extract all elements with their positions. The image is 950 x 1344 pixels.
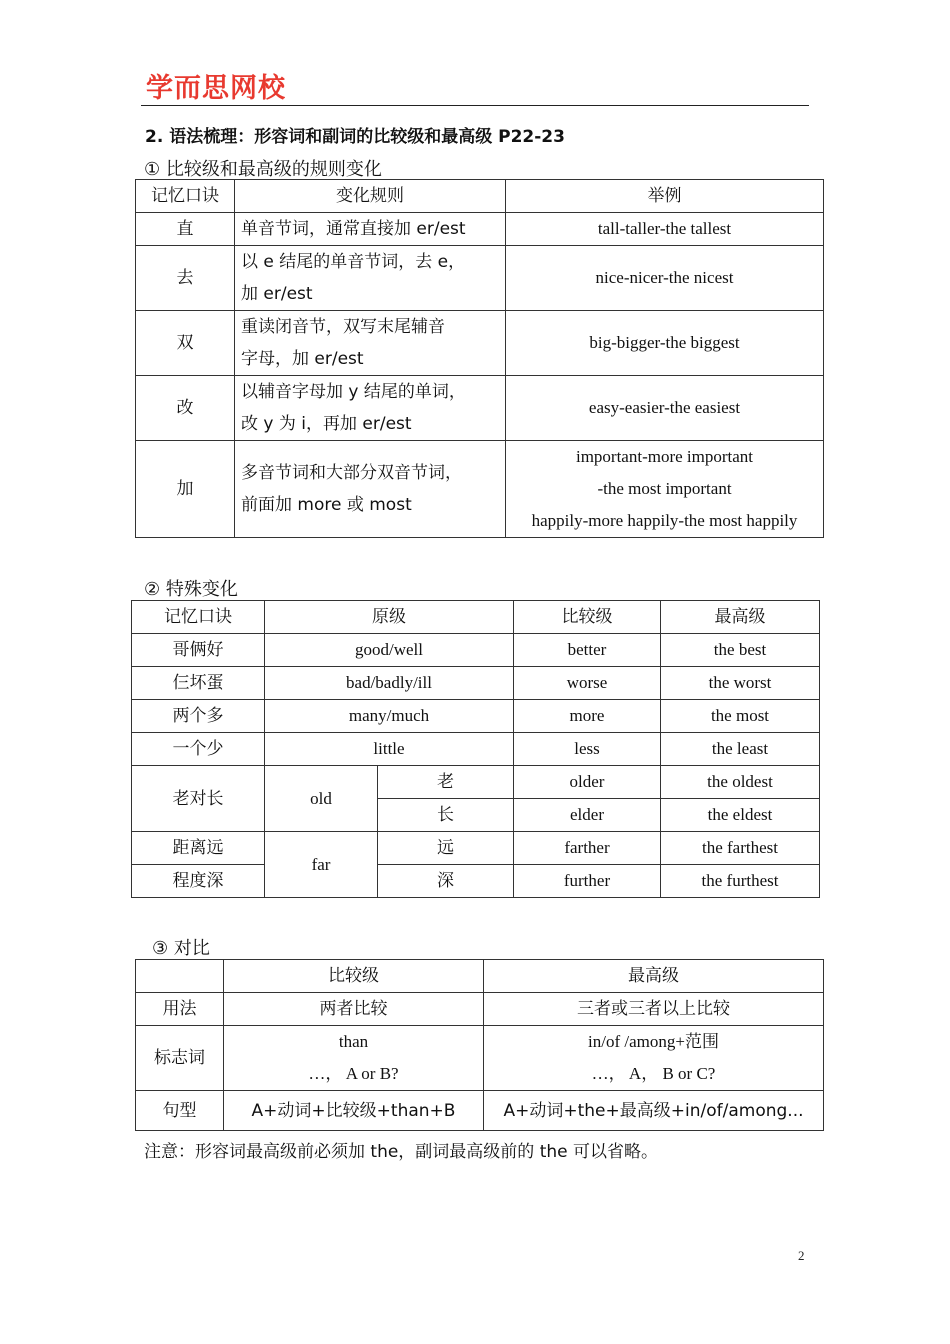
table-row <box>132 832 820 865</box>
comparative-cell: further <box>514 865 661 898</box>
example-cell: tall-taller-the tallest <box>506 213 824 246</box>
comparative-cell: 两者比较 <box>224 993 484 1026</box>
section-title: 2. 语法梳理：形容词和副词的比较级和最高级 P22-23 <box>145 127 565 147</box>
base-form-cell: good/well <box>265 634 514 667</box>
marker-text: …， A， B or C? <box>591 1064 716 1083</box>
header-cell: 变化规则 <box>235 180 506 213</box>
header-rule <box>141 105 809 106</box>
rule-text: 加 er/est <box>241 284 313 304</box>
header-cell: 比较级 <box>514 601 661 634</box>
marker-text: than <box>338 1032 369 1051</box>
rule-text: 改 y 为 i，再加 er/est <box>241 414 412 434</box>
base-form-cell: many/much <box>265 700 514 733</box>
example-cell: easy-easier-the easiest <box>506 376 824 441</box>
superlative-cell <box>484 1026 824 1091</box>
table-row <box>136 993 824 1026</box>
table-row <box>136 441 824 538</box>
header-cell: 原级 <box>265 601 514 634</box>
meaning-cell: 远 <box>378 832 514 865</box>
superlative-cell: the furthest <box>661 865 820 898</box>
regular-rules-table <box>135 179 824 538</box>
rule-text: 字母，加 er/est <box>241 349 364 369</box>
example-text: happily-more happily-the most happily <box>531 511 798 530</box>
comparative-cell: older <box>514 766 661 799</box>
mnemonic-cell: 哥俩好 <box>132 634 265 667</box>
header-cell: 记忆口诀 <box>136 180 235 213</box>
brand-logo: 学而思网校 <box>146 73 286 104</box>
comparison-table <box>135 959 824 1131</box>
table-row <box>136 213 824 246</box>
note-text: 注意：形容词最高级前必须加 the，副词最高级前的 the 可以省略。 <box>144 1142 659 1162</box>
mnemonic-cell: 加 <box>136 441 235 538</box>
comparative-cell: farther <box>514 832 661 865</box>
example-cell: big-bigger-the biggest <box>506 311 824 376</box>
superlative-cell: the worst <box>661 667 820 700</box>
irregular-forms-table <box>131 600 820 898</box>
marker-text: in/of /among+范围 <box>588 1032 719 1051</box>
meaning-cell: 老 <box>378 766 514 799</box>
marker-text: …， A or B? <box>308 1064 399 1083</box>
section1-heading: ① 比较级和最高级的规则变化 <box>144 159 382 180</box>
comparative-cell: A+动词+比较级+than+B <box>224 1091 484 1131</box>
mnemonic-cell: 仨坏蛋 <box>132 667 265 700</box>
rule-cell <box>235 213 506 246</box>
mnemonic-cell: 去 <box>136 246 235 311</box>
rule-text: 以 e 结尾的单音节词，去 e， <box>241 252 466 272</box>
header-cell: 比较级 <box>224 960 484 993</box>
header-cell: 记忆口诀 <box>132 601 265 634</box>
rule-cell <box>235 441 506 538</box>
meaning-cell: 深 <box>378 865 514 898</box>
comparative-cell <box>224 1026 484 1091</box>
mnemonic-cell: 一个少 <box>132 733 265 766</box>
table-row <box>132 865 820 898</box>
comparative-cell: less <box>514 733 661 766</box>
mnemonic-cell: 直 <box>136 213 235 246</box>
comparative-cell: worse <box>514 667 661 700</box>
page-number: 2 <box>798 1248 805 1263</box>
row-label-cell: 标志词 <box>136 1026 224 1091</box>
table-row <box>136 311 824 376</box>
base-form-cell: little <box>265 733 514 766</box>
mnemonic-cell: 两个多 <box>132 700 265 733</box>
meaning-cell: 长 <box>378 799 514 832</box>
mnemonic-cell: 双 <box>136 311 235 376</box>
row-label-cell: 用法 <box>136 993 224 1026</box>
table-row <box>132 634 820 667</box>
section2-heading: ② 特殊变化 <box>144 579 238 600</box>
base-form-cell: bad/badly/ill <box>265 667 514 700</box>
header-cell: 举例 <box>506 180 824 213</box>
superlative-cell: the best <box>661 634 820 667</box>
superlative-cell: 三者或三者以上比较 <box>484 993 824 1026</box>
superlative-cell: the most <box>661 700 820 733</box>
table-row <box>136 376 824 441</box>
example-cell <box>506 441 824 538</box>
mnemonic-cell: 距离远 <box>132 832 265 865</box>
superlative-cell: the eldest <box>661 799 820 832</box>
example-text: -the most important <box>597 479 732 498</box>
rule-text: 单音节词，通常直接加 er/est <box>241 219 466 239</box>
base-form-cell: far <box>265 832 378 898</box>
superlative-cell: A+动词+the+最高级+in/of/among... <box>484 1091 824 1131</box>
table-header-row <box>136 960 824 993</box>
comparative-cell: better <box>514 634 661 667</box>
row-label-cell: 句型 <box>136 1091 224 1131</box>
table-header-row <box>136 180 824 213</box>
rule-text: 以辅音字母加 y 结尾的单词， <box>241 382 466 402</box>
mnemonic-cell: 程度深 <box>132 865 265 898</box>
table-row <box>136 1026 824 1091</box>
superlative-cell: the least <box>661 733 820 766</box>
comparative-cell: elder <box>514 799 661 832</box>
rule-text: 前面加 more 或 most <box>241 495 412 515</box>
header-cell: 最高级 <box>661 601 820 634</box>
table-row <box>132 766 820 799</box>
section3-heading: ③ 对比 <box>152 938 210 959</box>
rule-cell <box>235 376 506 441</box>
base-form-cell: old <box>265 766 378 832</box>
superlative-cell: the farthest <box>661 832 820 865</box>
table-row <box>132 733 820 766</box>
rule-text: 重读闭音节，双写末尾辅音 <box>241 317 445 337</box>
table-row <box>132 700 820 733</box>
table-row <box>136 1091 824 1131</box>
example-text: important-more important <box>575 447 754 466</box>
mnemonic-cell: 老对长 <box>132 766 265 832</box>
example-cell: nice-nicer-the nicest <box>506 246 824 311</box>
rule-cell <box>235 311 506 376</box>
superlative-cell: the oldest <box>661 766 820 799</box>
table-row <box>132 667 820 700</box>
header-cell: 最高级 <box>484 960 824 993</box>
table-header-row <box>132 601 820 634</box>
mnemonic-cell: 改 <box>136 376 235 441</box>
comparative-cell: more <box>514 700 661 733</box>
rule-cell <box>235 246 506 311</box>
header-cell <box>136 960 224 993</box>
rule-text: 多音节词和大部分双音节词， <box>241 463 462 483</box>
table-row <box>136 246 824 311</box>
